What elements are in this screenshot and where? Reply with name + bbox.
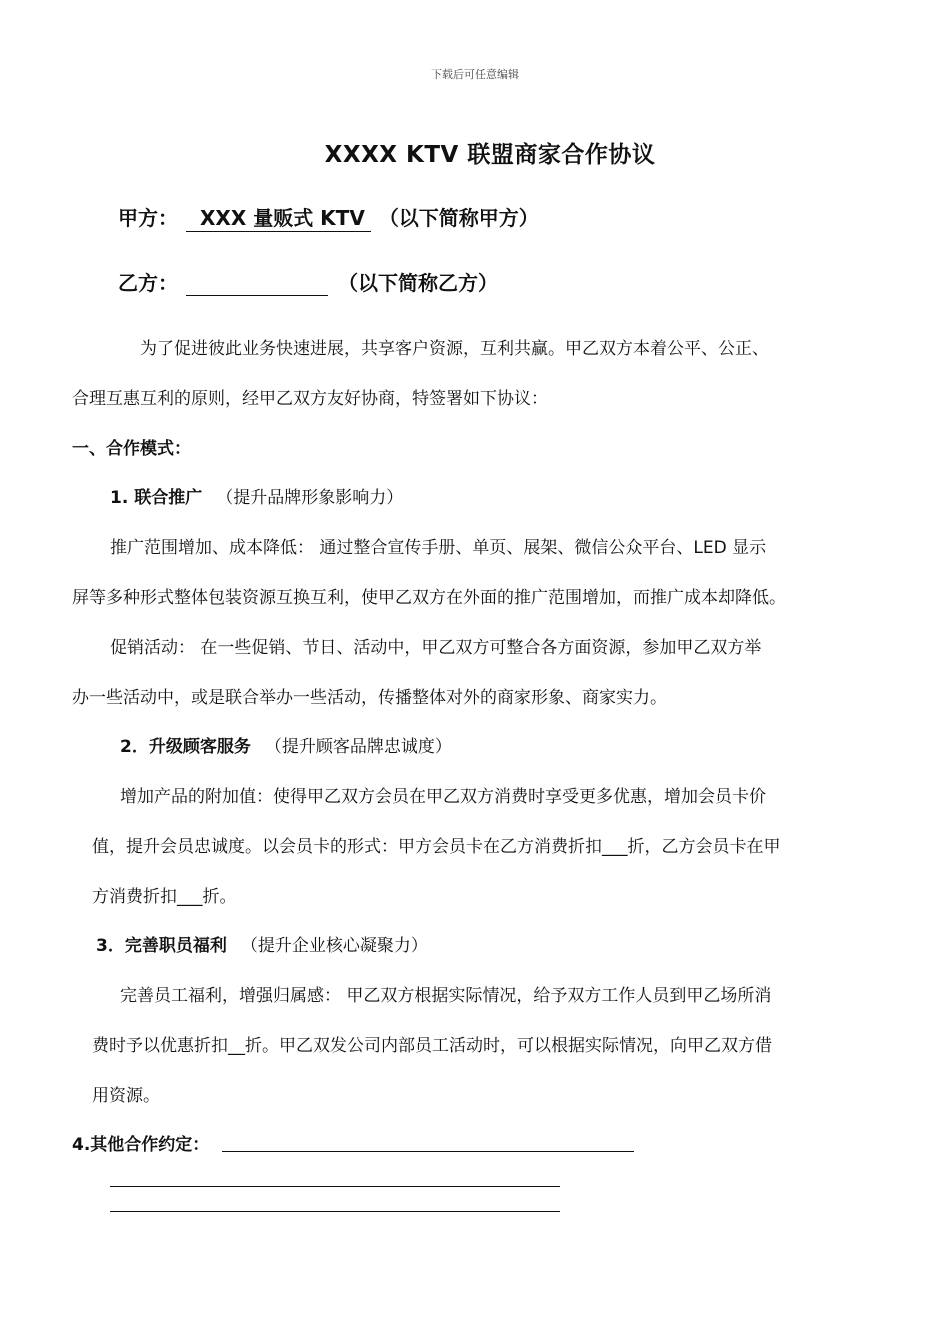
item-4-blank-line-2 xyxy=(110,1186,560,1187)
item-2-line-3: 方消费折扣___折。 xyxy=(92,887,237,907)
item-4-title: 4.其他合作约定： xyxy=(72,1135,210,1155)
document-title: XXXX KTV 联盟商家合作协议 xyxy=(324,142,656,168)
item-3-line-1: 完善员工福利，增强归属感： 甲乙双方根据实际情况，给予双方工作人员到甲乙场所消 xyxy=(120,986,772,1006)
item-2-heading xyxy=(120,732,452,757)
intro-line-1: 为了促进彼此业务快速进展，共享客户资源，互利共赢。甲乙双方本着公平、公正、 xyxy=(140,339,769,359)
party-a-name: XXX 量贩式 KTV xyxy=(186,202,371,232)
party-b-line xyxy=(118,267,498,296)
party-b-suffix: （以下简称乙方） xyxy=(338,271,498,295)
item-2-line-1: 增加产品的附加值：使得甲乙双方会员在甲乙双方消费时享受更多优惠，增加会员卡价 xyxy=(120,787,766,807)
item-1-title: 1. 联合推广 xyxy=(110,488,203,508)
item-4-blank-line-1 xyxy=(222,1151,634,1152)
party-b-name-blank xyxy=(186,273,328,296)
header-note: 下载后可任意编辑 xyxy=(431,68,519,81)
item-1-p2-line-1: 促销活动： 在一些促销、节日、活动中，甲乙双方可整合各方面资源，参加甲乙双方举 xyxy=(110,638,762,658)
item-3-heading xyxy=(96,931,428,956)
item-2-note: （提升顾客品牌忠诚度） xyxy=(264,737,452,757)
item-3-line-3: 用资源。 xyxy=(92,1086,160,1106)
item-2-line-2: 值，提升会员忠诚度。以会员卡的形式：甲方会员卡在乙方消费折扣___折，乙方会员卡在甲 xyxy=(92,837,781,857)
item-3-line-2: 费时予以优惠折扣__折。甲乙双发公司内部员工活动时，可以根据实际情况，向甲乙双方借 xyxy=(92,1036,772,1056)
item-1-p2-line-2: 办一些活动中，或是联合举办一些活动，传播整体对外的商家形象、商家实力。 xyxy=(72,688,667,708)
party-a-line xyxy=(118,202,539,232)
party-a-suffix: （以下简称甲方） xyxy=(378,206,539,230)
item-1-p1-line-2: 屏等多种形式整体包装资源互换互利，使甲乙双方在外面的推广范围增加，而推广成本却降低。 xyxy=(72,588,786,608)
section-1-title: 一、合作模式： xyxy=(72,439,191,459)
item-2-title: 2．升级顾客服务 xyxy=(120,737,251,757)
item-1-heading xyxy=(110,483,403,508)
item-3-title: 3．完善职员福利 xyxy=(96,936,227,956)
item-3-note: （提升企业核心凝聚力） xyxy=(240,936,428,956)
item-1-note: （提升品牌形象影响力） xyxy=(216,488,404,508)
party-a-label: 甲方： xyxy=(118,206,178,230)
intro-line-2: 合理互惠互利的原则，经甲乙双方友好协商，特签署如下协议： xyxy=(72,389,548,409)
item-1-p1-line-1: 推广范围增加、成本降低： 通过整合宣传手册、单页、展架、微信公众平台、LED 显示 xyxy=(110,538,767,558)
party-b-label: 乙方： xyxy=(118,271,178,295)
item-4-blank-line-3 xyxy=(110,1211,560,1212)
